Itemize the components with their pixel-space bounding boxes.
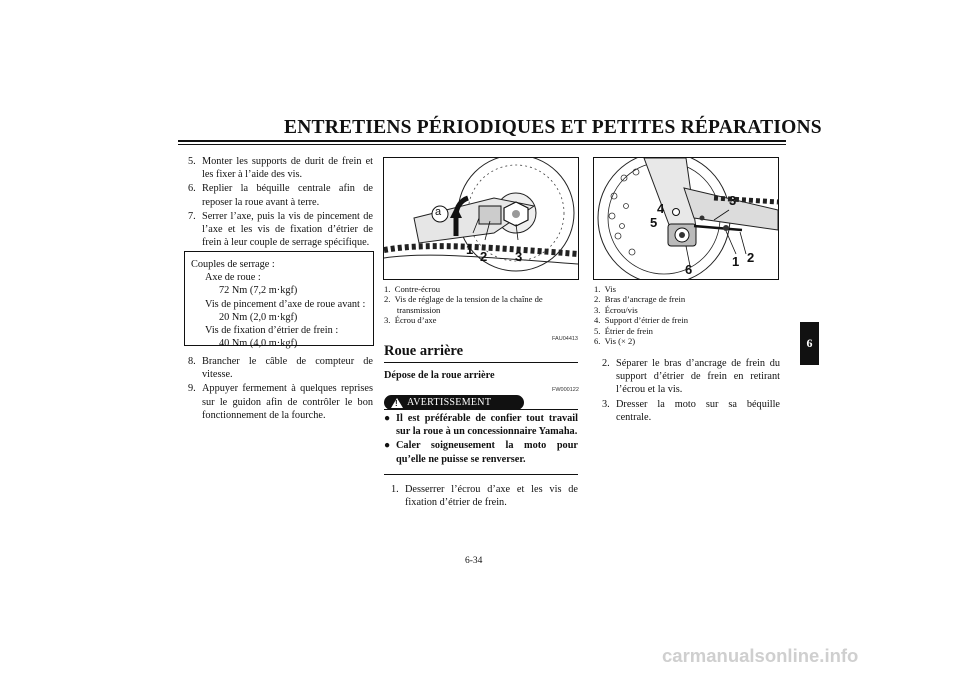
torque-axle-label: Axe de roue : [205, 272, 261, 284]
step-item [188, 210, 373, 250]
caption-line: 5. Étrier de frein [594, 325, 653, 336]
step-text: Replier la béquille centrale afin de reposer la roue avant à terre. [202, 183, 373, 208]
step-item [188, 355, 373, 381]
label-4-right: 4 [657, 201, 665, 216]
caption-line: 3. Écrou d’axe [384, 315, 437, 326]
step-number: 6. [188, 183, 196, 195]
step-text: Dresser la moto sur sa béquille centrale. [616, 398, 780, 423]
step-number: 5. [188, 156, 196, 167]
bullet-icon: ● [384, 413, 391, 424]
torque-axle-value: 72 Nm (7,2 m·kgf) [219, 285, 298, 297]
bullet-icon: ● [384, 440, 391, 452]
step-text: Séparer le bras d’ancrage de frein du support d’étrier de frein en retirant l’écrou et la vis. [616, 358, 780, 396]
warning-item [384, 439, 578, 465]
torque-caliper-label: Vis de fixation d’étrier de frein : [205, 325, 339, 337]
label-3: 3 [515, 249, 523, 264]
step-item [602, 357, 780, 397]
step-text: Serrer l’axe, puis la vis de pincement de l’axe et les vis de fixation d’étrier de frein à leur couple de serrage spécifique. [202, 210, 373, 249]
section-rule [384, 362, 578, 363]
torque-pinch-value: 20 Nm (2,0 m·kgf) [219, 311, 298, 323]
header-rule-thin [178, 144, 786, 145]
section-title: Roue arrière [384, 343, 464, 359]
page-title: ENTRETIENS PÉRIODIQUES ET PETITES RÉPARATIONS [284, 117, 822, 138]
caption-line: 2. Vis de réglage de la tension de la chaîne de [384, 294, 543, 305]
label-3-right: 3 [729, 193, 737, 208]
label-a: a [435, 206, 442, 218]
step-number: 7. [188, 210, 196, 222]
step-item [188, 155, 373, 181]
torque-spec-box [184, 251, 374, 350]
step-text: Desserrer l’écrou d’axe et les vis de fixation d’étrier de frein. [405, 484, 578, 509]
label-2-right: 2 [747, 250, 755, 265]
watermark: carmanualsonline.info [662, 645, 859, 666]
step-number: 2. [602, 358, 610, 369]
middle-steps [391, 483, 578, 510]
right-steps [602, 357, 780, 425]
figure-chain-adjuster [383, 157, 579, 280]
code-section: FAU04413 [552, 336, 578, 342]
left-steps-a [188, 155, 373, 250]
label-1: 1 [466, 242, 474, 257]
page-number: 6-34 [465, 556, 483, 566]
warning-body [384, 412, 578, 467]
step-text: Monter les supports de durit de frein et les fixer à l’aide des vis. [202, 156, 373, 181]
figure-brake-caliper [593, 157, 779, 280]
chapter-tab: 6 [800, 322, 819, 365]
warning-label [384, 395, 524, 410]
step-item [188, 382, 373, 422]
caption-line: 4. Support d’étrier de frein [594, 315, 689, 326]
step-number: 9. [188, 383, 196, 395]
warning-label-text: AVERTISSEMENT [407, 397, 492, 408]
warning-rule-bottom [384, 474, 578, 475]
step-item [188, 182, 373, 208]
step-number: 8. [188, 356, 196, 367]
label-6-right: 6 [685, 262, 693, 277]
step-text: Brancher le câble de compteur de vitesse. [202, 356, 373, 381]
caption-line: 1. Vis [594, 284, 617, 294]
step-text: Appuyer fermement à quelques reprises sur le guidon afin de contrôler le bon fonctionnement de la fourche. [202, 383, 373, 421]
caption-line: 2. Bras d’ancrage de frein [594, 294, 686, 305]
label-5-right: 5 [650, 215, 658, 230]
warning-item [384, 412, 578, 438]
caption-line: 3. Écrou/vis [594, 304, 638, 315]
caption-line: 1. Contre-écrou [384, 284, 441, 294]
step-number: 1. [391, 484, 399, 495]
right-figure-captions [594, 284, 688, 346]
step-number: 3. [602, 398, 610, 410]
header-rule-thick [178, 140, 786, 142]
label-2: 2 [480, 249, 488, 264]
torque-pinch-label: Vis de pincement d’axe de roue avant : [205, 298, 366, 310]
left-steps-b [188, 355, 373, 423]
torque-title: Couples de serrage : [191, 259, 275, 270]
warning-triangle-icon: ! [391, 398, 403, 408]
caption-line: transmission [384, 304, 441, 315]
warning-item-text: Il est préférable de confier tout travail sur la roue à un concessionnaire Yamaha. [396, 413, 578, 438]
subsection-title: Dépose de la roue arrière [384, 370, 495, 381]
step-item [391, 483, 578, 509]
caption-line: 6. Vis (× 2) [594, 336, 636, 347]
step-item [602, 398, 780, 424]
code-warning: FW000122 [552, 387, 579, 393]
middle-figure-captions [384, 284, 543, 326]
warning-item-text: Caler soigneusement la moto pour qu’elle ne puisse se renverser. [396, 440, 578, 465]
label-1-right: 1 [732, 254, 740, 269]
torque-caliper-value: 40 Nm (4,0 m·kgf) [219, 338, 298, 350]
